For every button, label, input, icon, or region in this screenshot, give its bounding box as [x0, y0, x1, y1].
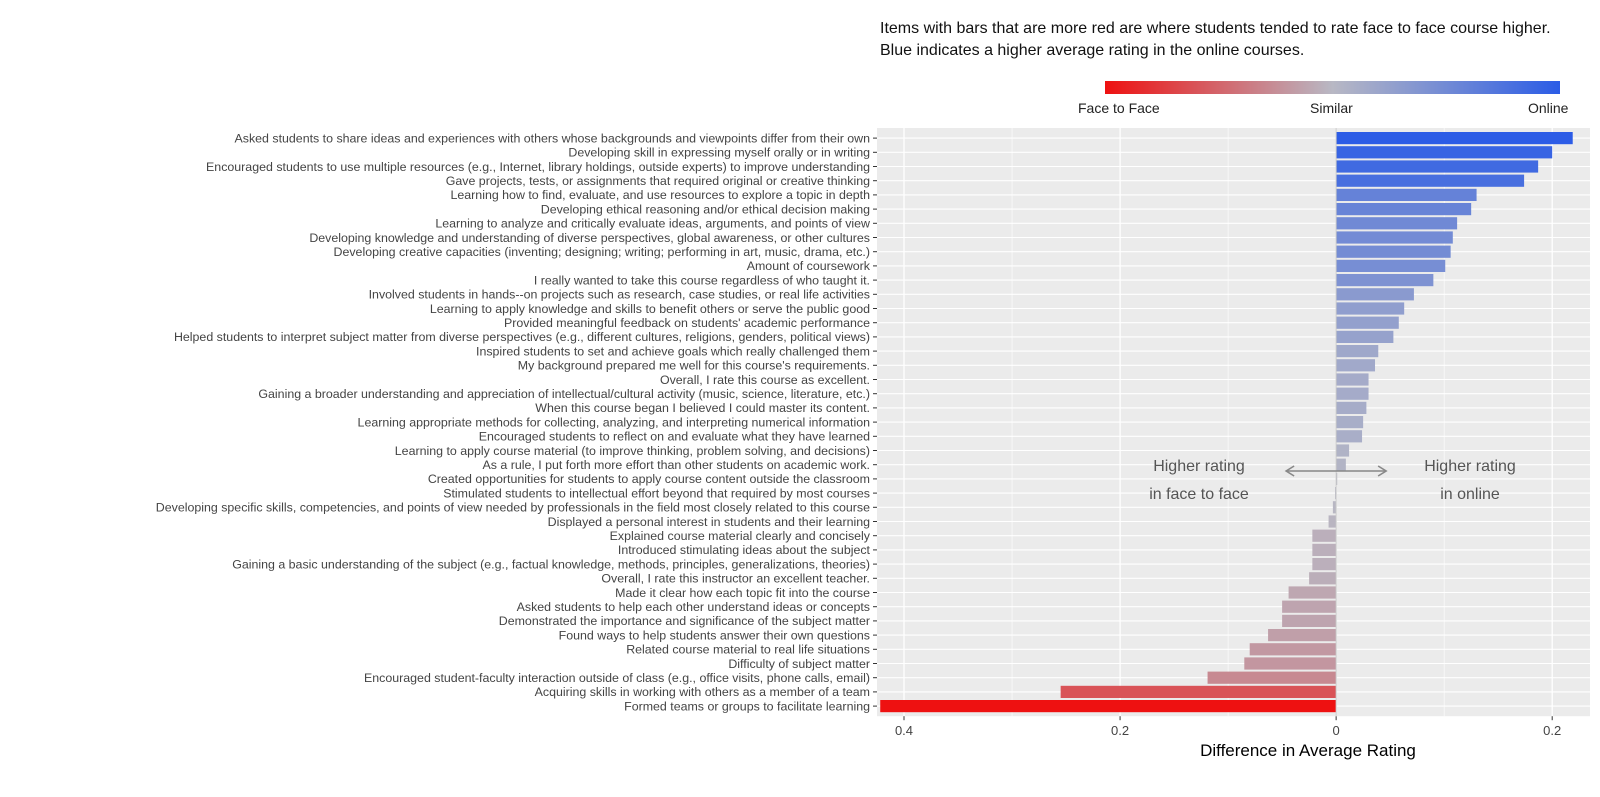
bar — [1336, 203, 1471, 215]
category-label: Demonstrated the importance and significance of the subject matter — [498, 614, 870, 629]
bar — [1282, 601, 1336, 613]
legend-colorbar — [1105, 81, 1560, 94]
annotation-face-to-face — [1124, 453, 1274, 509]
bar — [1336, 217, 1457, 229]
bar — [1336, 274, 1433, 286]
category-label: As a rule, I put forth more effort than other students on academic work. — [482, 458, 870, 472]
bar — [1309, 572, 1336, 584]
category-label: Gave projects, tests, or assignments that required original or creative thinking — [445, 174, 870, 188]
category-label: Asked students to help each other understand ideas or concepts — [516, 600, 870, 614]
legend-label-similar: Similar — [1310, 100, 1353, 116]
category-label: Developing skill in expressing myself orally or in writing — [568, 145, 870, 160]
category-label: When this course began I believed I could master its content. — [535, 401, 870, 416]
category-label: Developing knowledge and understanding of diverse perspectives, global awareness, or other cultures — [309, 230, 870, 245]
bar — [1289, 586, 1337, 598]
category-label: My background prepared me well for this course's requirements. — [517, 358, 870, 373]
category-label: Learning how to find, evaluate, and use resources to explore a topic in depth — [450, 188, 870, 203]
bar — [1336, 373, 1368, 385]
bar — [1336, 175, 1524, 187]
category-label: Stimulated students to intellectual effort beyond that required by most courses — [443, 486, 870, 501]
bar — [1312, 530, 1336, 542]
bar — [1336, 246, 1451, 258]
bar — [1336, 231, 1453, 243]
x-axis-title: Difference in Average Rating — [1200, 741, 1416, 760]
bar — [1336, 402, 1366, 414]
bar — [1336, 416, 1363, 428]
bar — [1250, 643, 1336, 655]
category-label: Formed teams or groups to facilitate learning — [624, 699, 870, 714]
category-label: Learning to apply knowledge and skills to benefit others or serve the public good — [429, 301, 870, 316]
bar — [1336, 444, 1349, 456]
bar — [1336, 160, 1538, 172]
x-tick-label: 0.4 — [894, 723, 914, 739]
bar — [1061, 686, 1336, 698]
category-label: Explained course material clearly and concisely — [609, 529, 870, 543]
category-label: Difficulty of subject matter — [728, 656, 870, 671]
category-label: Provided meaningful feedback on students' academic performance — [503, 316, 870, 330]
bar — [1336, 359, 1375, 371]
x-axis — [895, 716, 1561, 738]
category-label: I really wanted to take this course regardless of who taught it. — [533, 273, 870, 288]
category-label: Acquiring skills in working with others as a member of a team — [534, 685, 870, 700]
bar — [1312, 558, 1336, 570]
bar — [880, 700, 1336, 712]
category-label: Introduced stimulating ideas about the subject — [617, 543, 870, 558]
bar — [1336, 345, 1378, 357]
x-tick-label: 0.2 — [1111, 723, 1130, 739]
category-label: Encouraged students to use multiple resources (e.g., Internet, library holdings, outside experts) to improve understanding — [206, 159, 870, 174]
annotation-face-to-face-line2: in face to face — [1149, 486, 1249, 503]
category-label: Helped students to interpret subject matter from diverse perspectives (e.g., different cultures, religions, genders, political views) — [173, 330, 870, 345]
category-label: Displayed a personal interest in students and their learning — [547, 514, 870, 529]
bar — [1282, 615, 1336, 627]
x-tick-label: 0.2 — [1543, 723, 1562, 739]
annotation-online — [1395, 453, 1545, 509]
bar — [1336, 388, 1368, 400]
category-label: Asked students to share ideas and experiences with others whose backgrounds and viewpoints differ from their own — [234, 131, 870, 146]
x-tick-label: 0 — [1332, 723, 1340, 739]
bar — [1336, 302, 1404, 314]
bar — [1336, 459, 1346, 471]
category-label: Developing creative capacities (inventing; designing; writing; performing in art, music, drama, etc.) — [333, 245, 870, 259]
annotation-online-line2: in online — [1440, 486, 1500, 503]
chart-note: Items with bars that are more red are where students tended to rate face to face course higher. Blue indicates a higher average rating in the online courses. — [880, 20, 1551, 59]
bar — [1336, 288, 1414, 300]
category-labels — [156, 131, 877, 713]
bar — [1336, 430, 1362, 442]
bar — [1336, 146, 1552, 158]
bar — [1312, 544, 1336, 556]
category-label: Gaining a broader understanding and appreciation of intellectual/cultural activity (music, science, literature, etc.) — [258, 387, 870, 401]
category-label: Related course material to real life situations — [626, 642, 870, 657]
category-label: Developing ethical reasoning and/or ethical decision making — [540, 202, 870, 217]
annotation-face-to-face-line1: Higher rating — [1153, 458, 1245, 475]
bar — [1244, 657, 1336, 669]
category-label: Inspired students to set and achieve goals which really challenged them — [476, 344, 870, 359]
bar — [1336, 331, 1393, 343]
category-label: Involved students in hands--on projects such as research, case studies, or real life activities — [368, 287, 870, 302]
bar — [1208, 672, 1337, 684]
category-label: Gaining a basic understanding of the subject (e.g., factual knowledge, methods, principles, generalizations, theories) — [232, 557, 870, 572]
legend-label-online: Online — [1528, 100, 1569, 116]
bar — [1336, 132, 1573, 144]
category-label: Created opportunities for students to apply course content outside the classroom — [427, 472, 870, 487]
bar — [1336, 260, 1445, 272]
category-label: Developing specific skills, competencies, and points of view needed by professionals in the field most closely related to this course — [155, 500, 870, 515]
annotation-online-line1: Higher rating — [1424, 458, 1516, 475]
legend-label-face-to-face: Face to Face — [1078, 100, 1160, 116]
bar — [1336, 317, 1399, 329]
category-label: Found ways to help students answer their own questions — [558, 628, 870, 643]
category-label: Encouraged students to reflect on and evaluate what they have learned — [478, 429, 870, 444]
bar — [1336, 189, 1476, 201]
category-label: Overall, I rate this course as excellent. — [659, 372, 870, 387]
category-label: Encouraged student-faculty interaction outside of class (e.g., office visits, phone calls, email) — [364, 671, 870, 685]
category-label: Overall, I rate this instructor an excellent teacher. — [601, 571, 870, 586]
category-label: Made it clear how each topic fit into the course — [615, 585, 870, 600]
category-label: Learning appropriate methods for collecting, analyzing, and interpreting numerical information — [357, 415, 870, 430]
category-label: Learning to apply course material (to improve thinking, problem solving, and decisions) — [394, 443, 870, 458]
bar — [1268, 629, 1336, 641]
category-label: Amount of coursework — [746, 259, 870, 274]
category-label: Learning to analyze and critically evaluate ideas, arguments, and points of view — [435, 216, 870, 231]
bar — [1329, 515, 1337, 527]
